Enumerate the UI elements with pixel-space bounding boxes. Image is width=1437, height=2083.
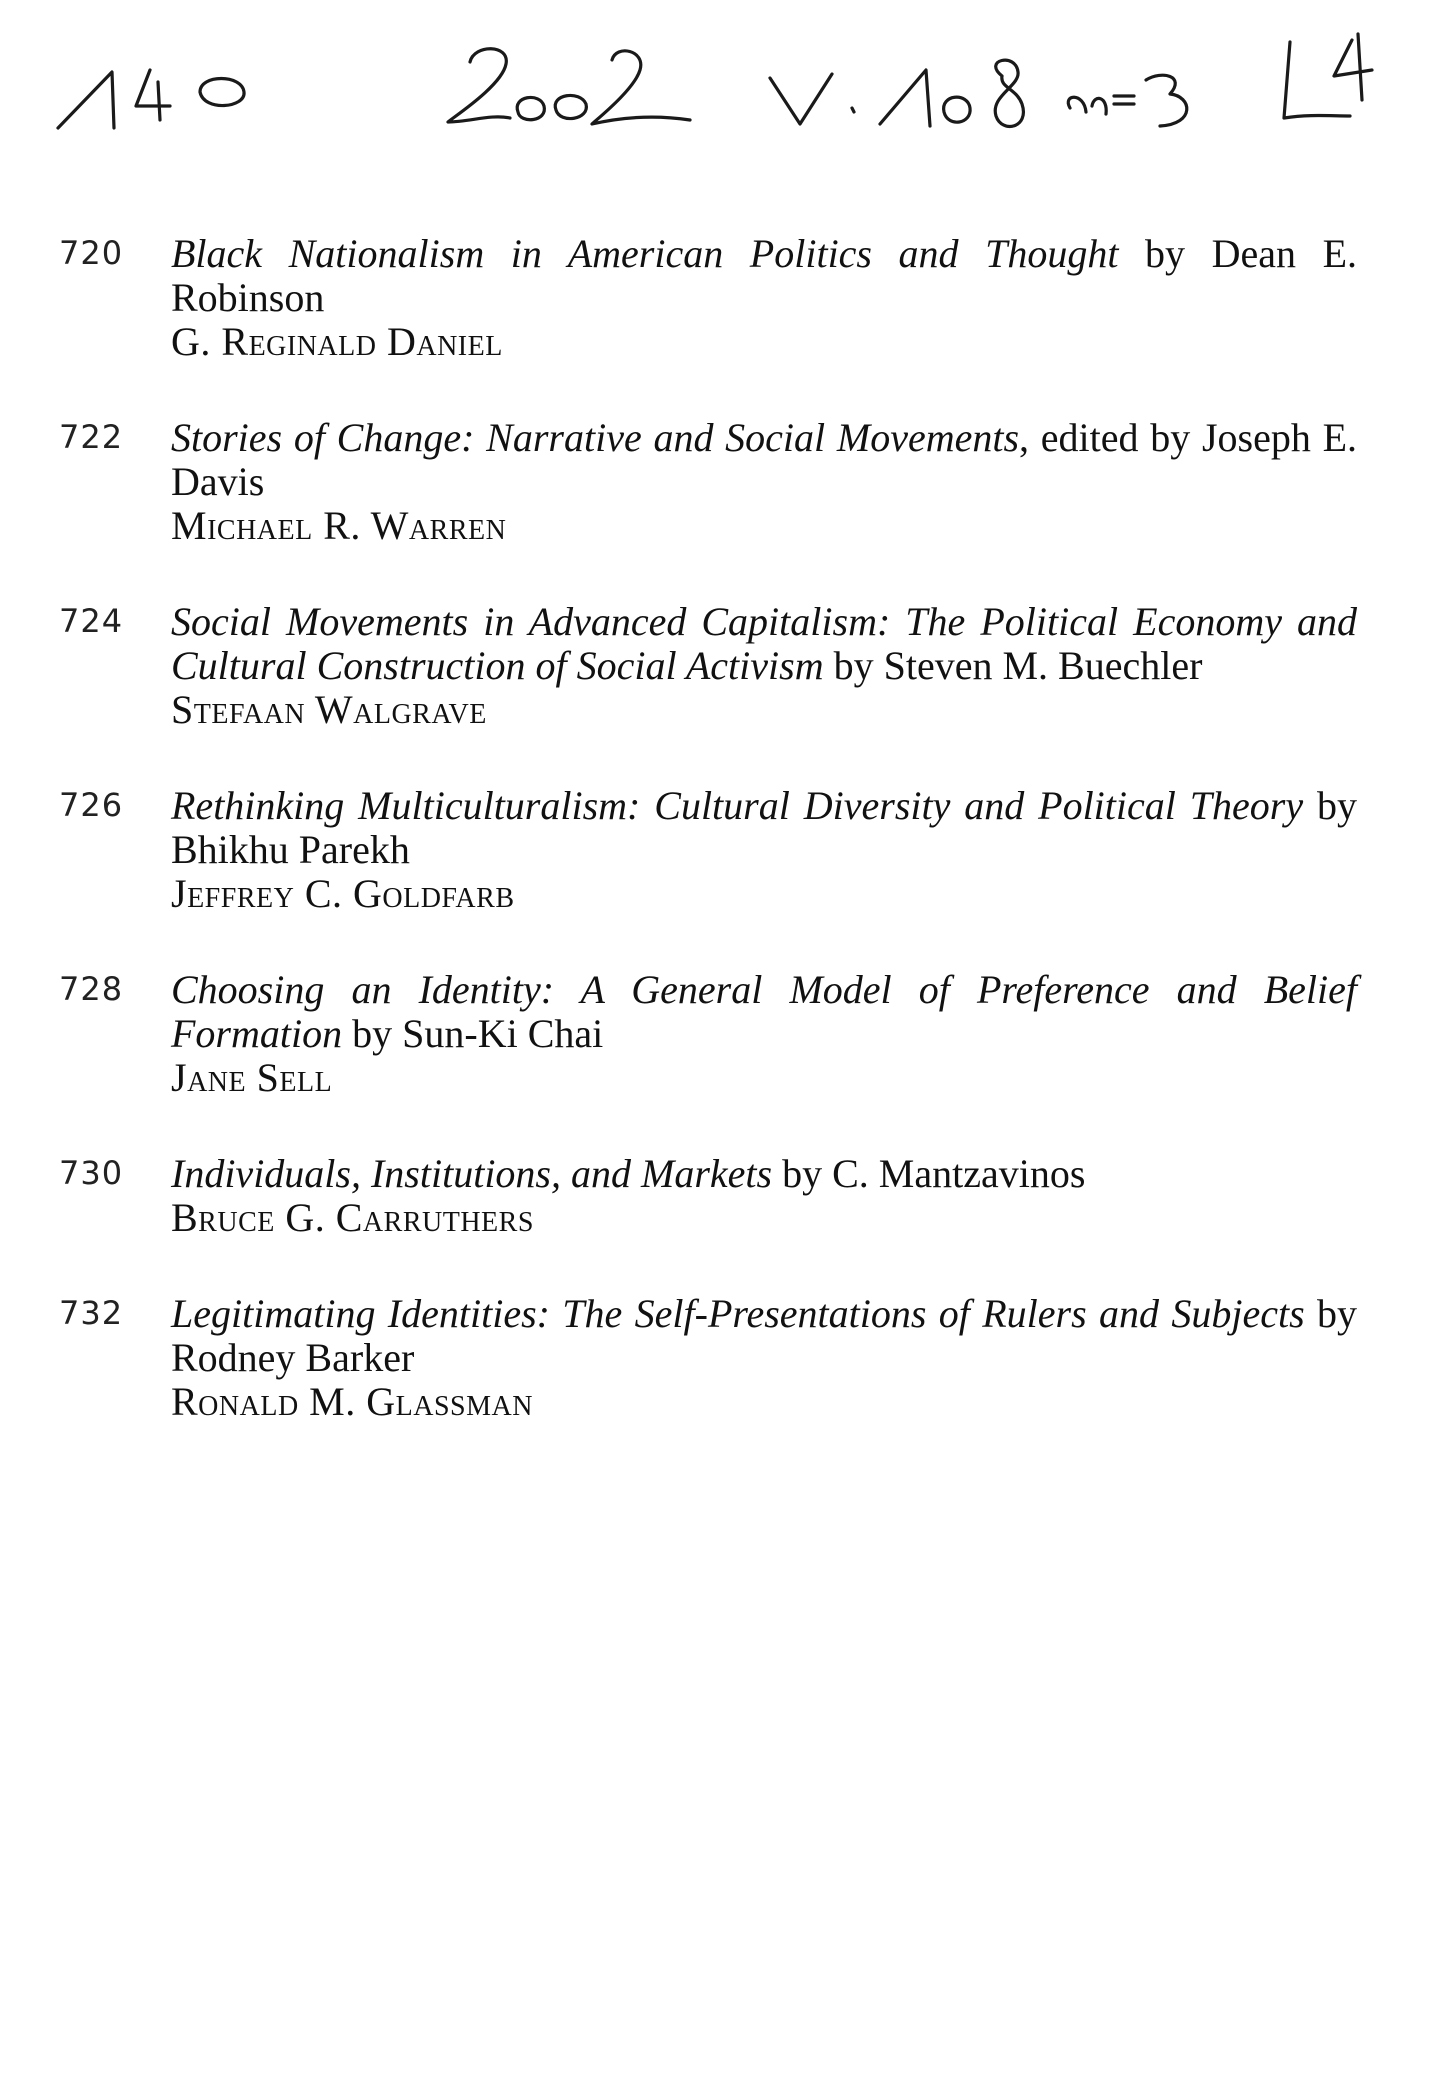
entry-body bbox=[171, 1292, 1357, 1424]
book-credit: , edited by Joseph E. Davis bbox=[171, 415, 1357, 504]
review-entry bbox=[0, 784, 1437, 916]
handwritten-annotation bbox=[0, 0, 1437, 160]
book-credit: by C. Mantzavinos bbox=[772, 1151, 1086, 1196]
book-title: Choosing an Identity: A General Model of Preference and Belief Formation bbox=[171, 967, 1357, 1056]
entry-body bbox=[171, 416, 1357, 548]
book-credit: by Sun-Ki Chai bbox=[342, 1011, 604, 1056]
page-number: 728 bbox=[59, 970, 124, 1008]
book-credit: by Bhikhu Parekh bbox=[171, 783, 1357, 872]
page-number: 720 bbox=[59, 234, 124, 272]
handwritten-annotation-drawing bbox=[0, 0, 1437, 160]
review-list bbox=[0, 232, 1437, 1476]
page-number: 730 bbox=[59, 1154, 124, 1192]
entry-body bbox=[171, 784, 1357, 916]
reviewer-name: Jeffrey C. Goldfarb bbox=[171, 871, 515, 916]
entry-body bbox=[171, 232, 1357, 364]
review-entry bbox=[0, 600, 1437, 732]
book-title: Individuals, Institutions, and Markets bbox=[171, 1151, 773, 1196]
reviewer-name: Ronald M. Glassman bbox=[171, 1379, 533, 1424]
reviewer-name: Michael R. Warren bbox=[171, 503, 507, 548]
book-title: Rethinking Multiculturalism: Cultural Diversity and Political Theory bbox=[171, 783, 1304, 828]
reviewer-name: G. Reginald Daniel bbox=[171, 319, 503, 364]
book-title: Legitimating Identities: The Self-Presentations of Rulers and Subjects bbox=[171, 1291, 1305, 1336]
book-title: Social Movements in Advanced Capitalism: The Political Economy and Cultural Construction of Social Activism bbox=[171, 599, 1357, 688]
page-number: 722 bbox=[59, 418, 124, 456]
review-entry bbox=[0, 1152, 1437, 1240]
reviewer-name: Stefaan Walgrave bbox=[171, 687, 487, 732]
reviewer-name: Jane Sell bbox=[171, 1055, 333, 1100]
book-credit: by Dean E. Robinson bbox=[171, 231, 1357, 320]
review-entry bbox=[0, 1292, 1437, 1424]
entry-body bbox=[171, 968, 1357, 1100]
review-entry bbox=[0, 416, 1437, 548]
book-credit: by Steven M. Buechler bbox=[823, 643, 1203, 688]
review-entry bbox=[0, 232, 1437, 364]
page-number: 724 bbox=[59, 602, 124, 640]
book-title: Stories of Change: Narrative and Social Movements bbox=[171, 415, 1020, 460]
review-entry bbox=[0, 968, 1437, 1100]
book-title: Black Nationalism in American Politics and Thought bbox=[171, 231, 1119, 276]
entry-body bbox=[171, 1152, 1357, 1240]
book-credit: by Rodney Barker bbox=[171, 1291, 1358, 1380]
page-number: 732 bbox=[59, 1294, 124, 1332]
reviewer-name: Bruce G. Carruthers bbox=[171, 1195, 534, 1240]
page-number: 726 bbox=[59, 786, 124, 824]
entry-body bbox=[171, 600, 1357, 732]
